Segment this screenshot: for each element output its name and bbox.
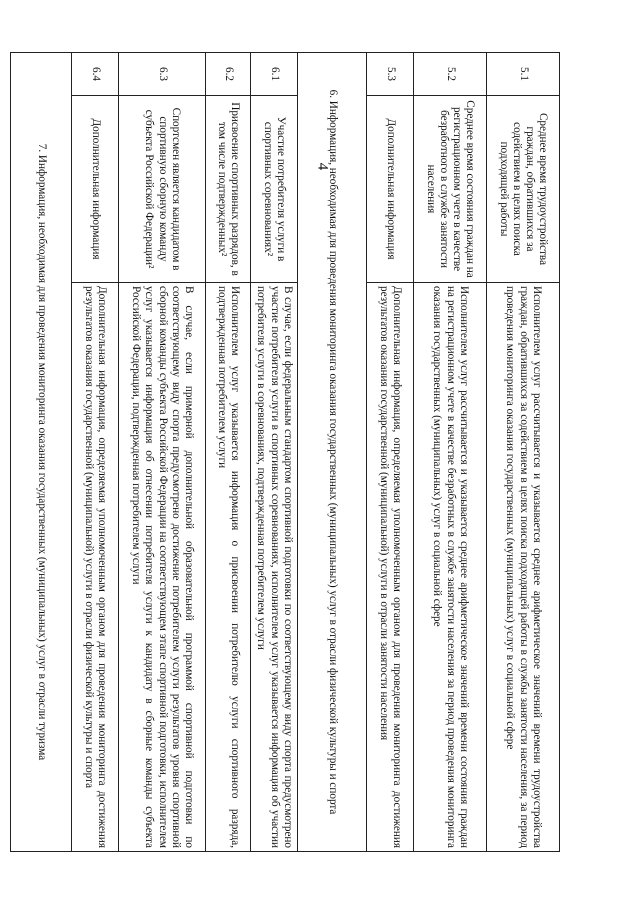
indicator-name: Присвоение спортивных разрядов, в том числе подтвержденных²	[206, 96, 251, 283]
indicator-description: В случае, если примерной дополнительной образовательной программой спортивной подготовки по соответствующему виду спорта предусмотрено достижение потребителем услуги результатов уровня спортивной сборной команды субъекта Российской Федерации на соответствующем этапе спортивной подготовки, исполнителем услуг указывается информация об отнесении потребителя услуги к кандидату в сборные команды субъекта Российской Федерации, подтвержденная потребителем услуги	[119, 283, 206, 852]
table-row	[72, 53, 119, 852]
rotated-document-table	[35, 52, 560, 852]
indicator-description: Дополнительная информация, определяемая уполномоченным органом для проведения мониторинга достижения результатов оказания государственной (муниципальной) услуги в отрасли занятости населения	[367, 283, 414, 852]
indicator-name: Дополнительная информация	[72, 96, 119, 283]
indicator-description: Исполнителем услуг указывается информация о присвоении потребителю услуги спортивного разряда, подтвержденная потребителем услуги	[206, 283, 251, 852]
row-number: 6.4	[72, 53, 119, 96]
section-6-title: 6. Информация, необходимая для проведения мониторинга оказания государственных (муниципальных) услуг в отрасли физической культуры и спорта	[298, 53, 367, 852]
indicator-name: Среднее время трудоустройства граждан, обратившихся за содействием в целях поиска подходящей работы	[487, 96, 560, 283]
indicator-description: В случае, если федеральным стандартом спортивной подготовки по соответствующему виду спорта предусмотрено участие потребителя услуги в спортивных соревнованиях, исполнителем услуг указывается информация об участии потребителя услуги в соревнованиях, подтвержденная потребителем услуги	[251, 283, 298, 852]
table-row	[206, 53, 251, 852]
table-row	[251, 53, 298, 852]
section-heading-row	[298, 53, 367, 852]
section-7-title: 7. Информация, необходимая для проведения мониторинга оказания государственных (муниципальных) услуг в отрасли туризма	[11, 53, 72, 852]
indicator-name: Среднее время состояния граждан на регистрационном учете в качестве безработного в службе занятости населения	[414, 96, 487, 283]
section-heading-row	[11, 53, 72, 852]
row-number: 5.1	[487, 53, 560, 96]
table-row	[414, 53, 487, 852]
row-number: 6.1	[251, 53, 298, 96]
indicator-name: Участие потребителя услуги в спортивных соревнованиях²	[251, 96, 298, 283]
table-row	[487, 53, 560, 852]
row-number: 6.3	[119, 53, 206, 96]
indicator-description: Дополнительная информация, определяемая уполномоченным органом для проведения мониторинга достижения результатов оказания государственной (муниципальной) услуги в отрасли физической культуры и спорта	[72, 283, 119, 852]
indicator-name: Спортсмен является кандидатом в спортивную сборную команду субъекта Российской Федерации²	[119, 96, 206, 283]
table-row	[119, 53, 206, 852]
indicator-description: Исполнителем услуг рассчитывается и указывается среднее арифметическое значений времени состояния граждан на регистрационном учете в качестве безработных в службе занятости населения за период проведения мониторинга оказания государственных (муниципальных) услуг в социальной сфере	[414, 283, 487, 852]
row-number: 5.3	[367, 53, 414, 96]
row-number: 6.2	[206, 53, 251, 96]
row-number: 5.2	[414, 53, 487, 96]
table-row	[367, 53, 414, 852]
monitoring-table	[10, 52, 560, 852]
indicator-description: Исполнителем услуг рассчитывается и указывается среднее арифметическое значений времени трудоустройства граждан, обратившихся за содействием в целях поиска подходящей работы в службы занятости населения, за период проведения мониторинга оказания государственных (муниципальных) услуг в социальной сфере	[487, 283, 560, 852]
page-number: 4	[314, 162, 331, 171]
indicator-name: Дополнительная информация	[367, 96, 414, 283]
